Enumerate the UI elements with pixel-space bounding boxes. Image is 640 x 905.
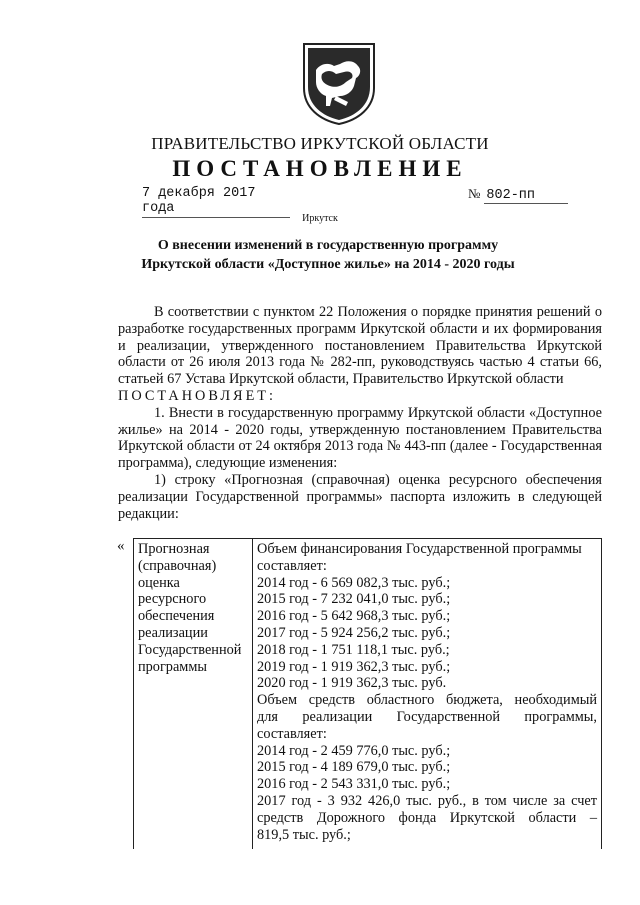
row-label-cell: [134, 539, 253, 850]
value-line: для реализации Государственной программы,: [257, 708, 597, 725]
number-value: 802-пп: [484, 188, 568, 204]
value-line: 2020 год - 1 919 362,3 тыс. руб.: [257, 675, 447, 692]
item-1-paragraph: 1. Внести в государственную программу Иркутской области «Доступное жилье» на 2014 - 2020 годы, утвержденную постановлением Правительства Иркутской области от 24 октября 2013 года № 443-пп (далее - Государственная программа), следующие изменения:: [118, 404, 602, 472]
passport-table: [133, 538, 602, 849]
label-line: ресурсного: [138, 591, 207, 608]
label-line: (справочная): [138, 557, 217, 574]
value-line: Объем средств областного бюджета, необходимый: [257, 692, 597, 709]
label-line: обеспечения: [138, 608, 215, 625]
coat-of-arms-emblem: [296, 40, 382, 126]
label-line: оценка: [138, 574, 180, 591]
value-line: 2016 год - 5 642 968,3 тыс. руб.;: [257, 608, 451, 625]
label-line: реализации: [138, 624, 208, 641]
value-line: 2015 год - 7 232 041,0 тыс. руб.;: [257, 591, 451, 608]
value-line: 2019 год - 1 919 362,3 тыс. руб.;: [257, 658, 451, 675]
value-line: 2016 год - 2 543 331,0 тыс. руб.;: [257, 776, 451, 793]
row-value-cell: [253, 539, 602, 850]
city-name: Иркутск: [302, 213, 338, 224]
document-body: [118, 304, 602, 522]
label-line: Государственной: [138, 641, 242, 658]
decree-word: ПОСТАНОВЛЯЕТ:: [118, 387, 277, 404]
document-date: 7 декабря 2017 года: [142, 186, 290, 218]
preamble-paragraph: В соответствии с пунктом 22 Положения о порядке принятия решений о разработке государственных программ Иркутской области и их формирования и реализации, утвержденного постановлением Правительства Иркутской области от 26 июля 2013 года № 282-пп, руководствуясь частью 4 статьи 66, статьей 67 Устава Иркутской области, Правительство Иркутской области: [118, 304, 602, 388]
value-line: 819,5 тыс. руб.;: [257, 826, 351, 843]
number-sign: №: [468, 186, 481, 201]
table-row: [134, 539, 602, 850]
document-number: [468, 186, 568, 204]
value-line: Объем финансирования Государственной программы: [257, 541, 582, 557]
value-line: 2014 год - 6 569 082,3 тыс. руб.;: [257, 574, 451, 591]
document-subject: О внесении изменений в государственную программу Иркутской области «Доступное жилье» на 2014 - 2020 годы: [141, 238, 515, 272]
value-line: составляет:: [257, 725, 327, 742]
value-line: 2014 год - 2 459 776,0 тыс. руб.;: [257, 742, 451, 759]
opening-quote: «: [117, 538, 125, 554]
value-line: 2018 год - 1 751 118,1 тыс. руб.;: [257, 641, 450, 658]
label-line: Прогнозная: [138, 541, 210, 557]
value-line: 2017 год - 3 932 426,0 тыс. руб., в том числе за счет: [257, 792, 597, 809]
label-line: программы: [138, 658, 208, 675]
value-line: составляет:: [257, 557, 327, 574]
value-line: 2017 год - 5 924 256,2 тыс. руб.;: [257, 624, 451, 641]
document-type: ПОСТАНОВЛЕНИЕ: [172, 156, 468, 181]
government-name: ПРАВИТЕЛЬСТВО ИРКУТСКОЙ ОБЛАСТИ: [151, 134, 489, 153]
value-line: 2015 год - 4 189 679,0 тыс. руб.;: [257, 759, 451, 776]
value-line: средств Дорожного фонда Иркутской области –: [257, 809, 597, 826]
item-1-1-paragraph: 1) строку «Прогнозная (справочная) оценка ресурсного обеспечения реализации Государственной программы» паспорта изложить в следующей редакции:: [118, 471, 602, 522]
